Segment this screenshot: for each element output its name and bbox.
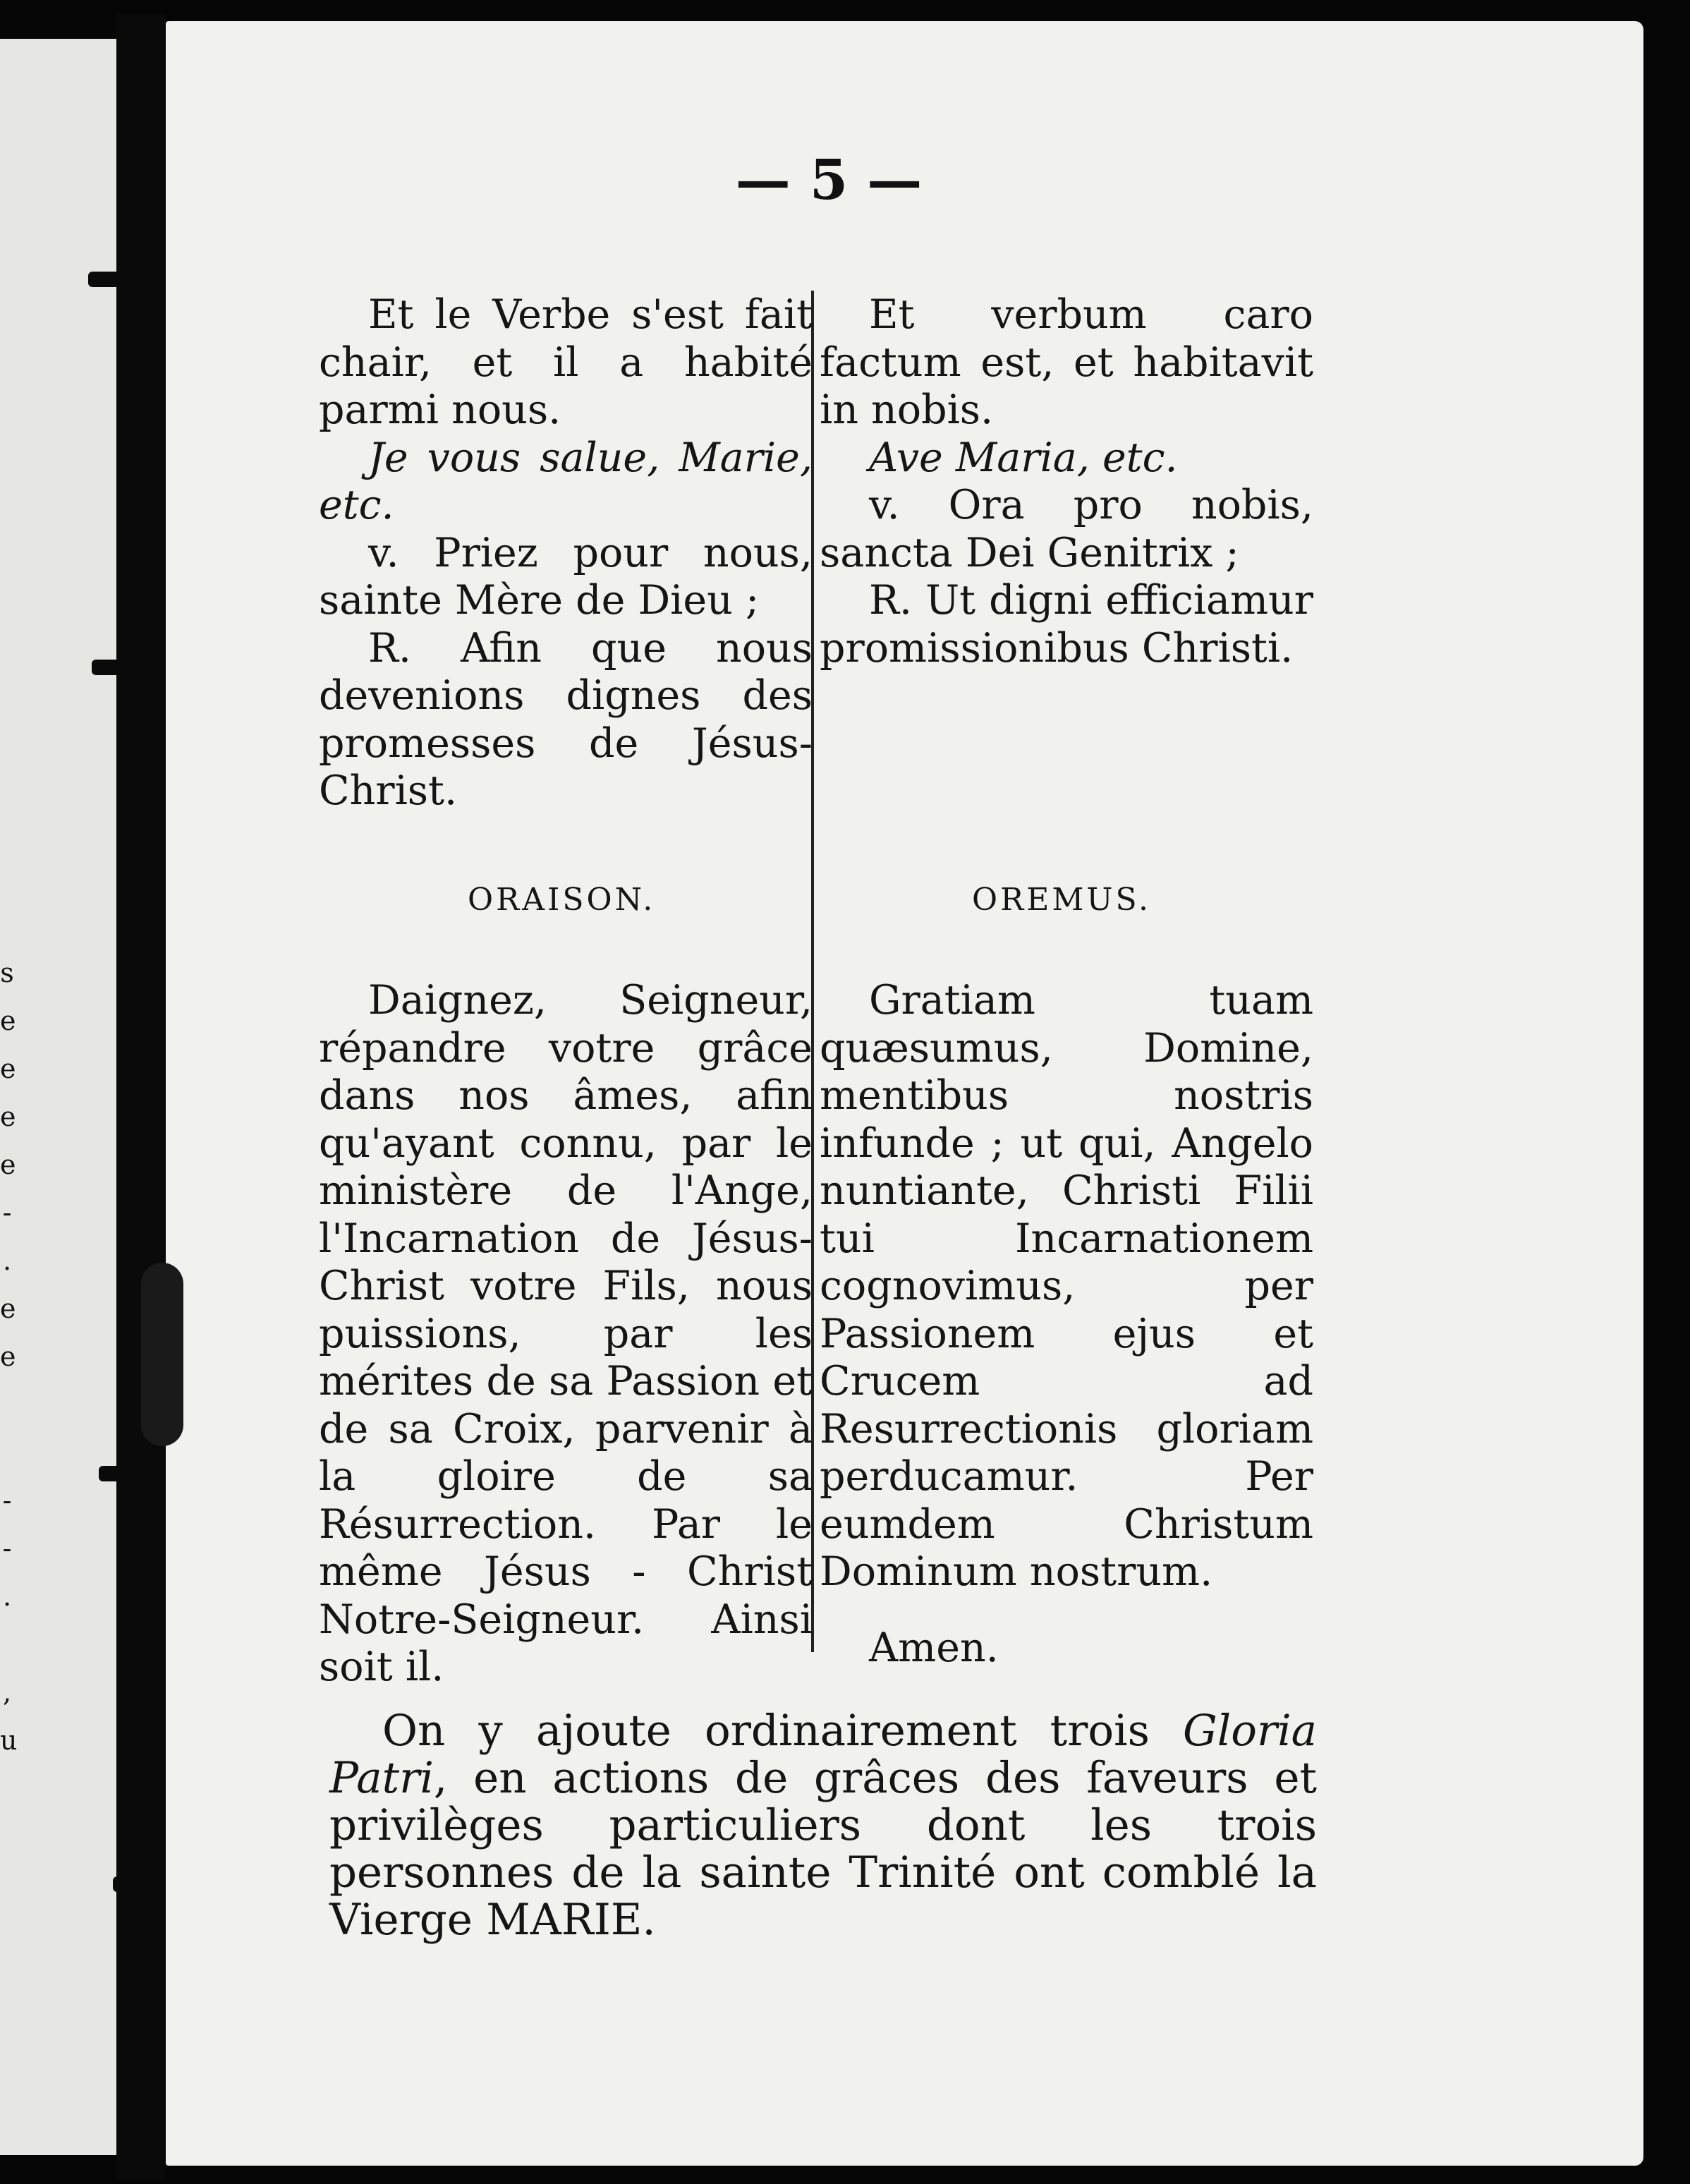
footnote-marie: MARIE	[486, 1895, 643, 1945]
right-ave-maria: Ave Maria, etc.	[869, 434, 1178, 481]
footnote-gloria-patri: Gloria Patri	[329, 1706, 1317, 1803]
left-prayer-text: Daignez, Seigneur, répandre votre grâce dans nos âmes, afin qu'ayant connu, par le ministère de l'Ange, l'Incarnation de Jésus-Christ votre Fils, nous puissions, par les mérites de sa Passion et de sa Croix, parvenir à la gloire de sa Résurrection. Par le même Jésus - Christ Notre-Seigneur. Ainsi soit il.	[319, 977, 813, 1690]
edge-letter: e	[0, 1341, 16, 1372]
edge-letter: e	[0, 1149, 16, 1180]
edge-letter: s	[0, 957, 14, 988]
edge-letter: e	[0, 1005, 16, 1036]
footnote-text-after: , en actions de grâces des faveurs et privilèges particuliers dont les trois personnes de la sainte Trinité ont comblé la Vierge	[329, 1753, 1317, 1945]
page-number: — 5 —	[735, 148, 923, 212]
left-column-prayer	[319, 977, 813, 1692]
left-response: R. Afin que nous devenions dignes des promesses de Jésus-Christ.	[319, 624, 813, 814]
right-verse-verbum: Et verbum caro factum est, et habitavit in nobis.	[820, 291, 1313, 433]
right-column-versicles	[820, 291, 1313, 672]
left-verse-verbum: Et le Verbe s'est fait chair, et il a habité parmi nous.	[319, 291, 813, 433]
edge-letter	[0, 1381, 14, 1428]
left-ave-maria: Je vous salue, Marie, etc.	[319, 434, 813, 528]
previous-page-letters	[0, 949, 18, 1764]
previous-page-edge	[0, 39, 123, 2155]
edge-letter: -	[2, 1197, 12, 1228]
footnote-text	[329, 1707, 1317, 1943]
footnote-text-before: On y ajoute ordinairement trois	[382, 1706, 1183, 1756]
left-versicle: v. Priez pour nous, sainte Mère de Dieu ;	[319, 529, 813, 624]
right-versicle: v. Ora pro nobis, sancta Dei Genitrix ;	[820, 482, 1313, 576]
edge-letter: ,	[2, 1677, 12, 1708]
edge-letter: u	[0, 1725, 18, 1756]
right-column-prayer	[820, 977, 1313, 1672]
edge-letter	[0, 1428, 14, 1476]
edge-letter: -	[2, 1533, 12, 1564]
left-heading-oraison: ORAISON.	[468, 882, 656, 918]
edge-letter: -	[2, 1485, 12, 1516]
right-prayer-text: Gratiam tuam quæsumus, Domine, mentibus nostris infunde ; ut qui, Angelo nuntiante, Christi Filii tui Incarnationem cognovimus, per Passionem ejus et Crucem ad Resurrectionis gloriam perducamur. Per eumdem Christum Dominum nostrum.	[820, 977, 1313, 1595]
right-amen: Amen.	[869, 1624, 999, 1671]
edge-letter: .	[2, 1581, 12, 1612]
edge-letter: e	[0, 1293, 16, 1324]
edge-letter: e	[0, 1101, 16, 1132]
right-heading-oremus: OREMUS.	[972, 882, 1152, 918]
edge-letter: .	[2, 1245, 12, 1276]
edge-letter: e	[0, 1053, 16, 1084]
edge-letter	[0, 1620, 14, 1668]
right-response: R. Ut digni efficiamur promissionibus Christi.	[820, 577, 1313, 672]
footnote-paragraph	[329, 1707, 1317, 1943]
footnote-end: .	[642, 1895, 656, 1945]
left-column-versicles	[319, 291, 813, 815]
book-binding	[116, 14, 166, 2180]
ink-smudge	[141, 1263, 183, 1446]
